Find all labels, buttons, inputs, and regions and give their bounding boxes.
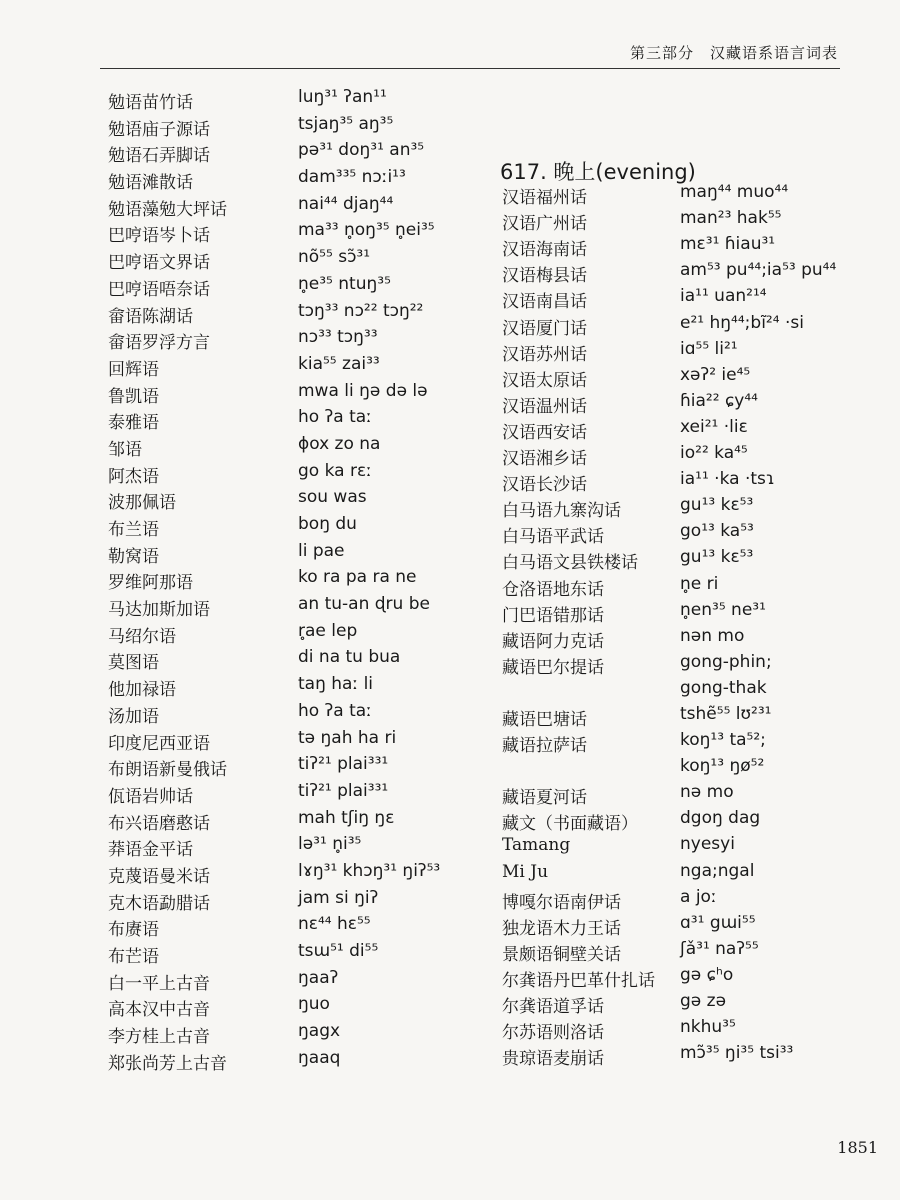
word-form: lɤŋ³¹ khɔŋ³¹ ŋiʔ⁵³ bbox=[298, 860, 441, 881]
word-form: ŋagx bbox=[298, 1021, 341, 1042]
entry-row bbox=[108, 566, 468, 593]
word-form: nõ⁵⁵ sɔ̃³¹ bbox=[298, 247, 371, 268]
word-form: mwa li ŋə də lə bbox=[298, 380, 428, 401]
language-name: 郑张尚芳上古音 bbox=[108, 1053, 227, 1074]
entry-row bbox=[108, 833, 468, 860]
entry-row bbox=[108, 460, 468, 487]
word-form: koŋ¹³ ta⁵²; bbox=[680, 730, 766, 751]
language-name: 藏语巴塘话 bbox=[502, 709, 587, 730]
word-form: n̥e ri bbox=[680, 573, 719, 594]
language-name: 勉语藻勉大坪话 bbox=[108, 199, 227, 220]
entry-row bbox=[500, 860, 860, 886]
entry-row bbox=[500, 364, 860, 390]
entry-row bbox=[500, 1042, 860, 1068]
entry-row bbox=[500, 781, 860, 807]
entry-row bbox=[108, 780, 468, 807]
language-name: 高本汉中古音 bbox=[108, 1000, 210, 1021]
language-name: 白马语九寨沟话 bbox=[502, 501, 621, 522]
entry-row bbox=[108, 993, 468, 1020]
entry-row bbox=[500, 573, 860, 599]
word-form: gu¹³ kɛ⁵³ bbox=[680, 495, 754, 516]
word-form: an tu-an ɖru be bbox=[298, 594, 430, 615]
language-name: 贵琼语麦崩话 bbox=[502, 1049, 604, 1070]
entry-row bbox=[500, 990, 860, 1016]
entry-row bbox=[108, 513, 468, 540]
language-name: 景颇语铜壁关话 bbox=[502, 944, 621, 965]
language-name: 邹语 bbox=[108, 439, 142, 460]
entry-row bbox=[108, 113, 468, 140]
word-form: n̥e³⁵ ntuŋ³⁵ bbox=[298, 273, 391, 294]
entry-row bbox=[500, 703, 860, 729]
entry-row bbox=[108, 166, 468, 193]
language-name: 印度尼西亚语 bbox=[108, 733, 210, 754]
word-form: a joː bbox=[680, 886, 717, 907]
word-form: ʃǎ³¹ naʔ⁵⁵ bbox=[680, 938, 759, 959]
entry-row bbox=[500, 468, 860, 494]
word-form: gu¹³ kɛ⁵³ bbox=[680, 547, 754, 568]
word-form: xei²¹ ·liɛ bbox=[680, 416, 748, 437]
entry-row bbox=[500, 442, 860, 468]
section-title: 617. 晚上(evening) bbox=[500, 160, 696, 184]
right-column bbox=[500, 155, 860, 1068]
word-form: nɔ³³ tɔŋ³³ bbox=[298, 327, 378, 348]
entry-row bbox=[500, 833, 860, 859]
language-name: 布兰语 bbox=[108, 520, 159, 540]
language-name: 汉语福州话 bbox=[502, 188, 587, 209]
entry-row bbox=[500, 886, 860, 912]
word-form: boŋ du bbox=[298, 514, 357, 534]
language-name: 藏文（书面藏语） bbox=[502, 814, 638, 835]
language-name: 布朗语新曼俄话 bbox=[108, 760, 227, 781]
word-form: mɔ̃³⁵ ŋi³⁵ tsi³³ bbox=[680, 1043, 794, 1064]
language-name: 克木语勐腊话 bbox=[108, 893, 210, 914]
word-form: ɸox zo na bbox=[298, 433, 381, 454]
language-name: 汉语西安话 bbox=[502, 422, 587, 443]
entry-row bbox=[500, 912, 860, 938]
language-name: 泰雅语 bbox=[108, 413, 159, 434]
entry-row bbox=[108, 593, 468, 620]
entry-row bbox=[500, 520, 860, 546]
language-name: 他加禄语 bbox=[108, 680, 176, 701]
language-name: Tamang bbox=[502, 835, 571, 856]
language-name: 汉语苏州话 bbox=[502, 344, 587, 365]
word-form: kia⁵⁵ zai³³ bbox=[298, 353, 380, 374]
word-form: jam si ŋiʔ bbox=[298, 887, 379, 908]
word-form: mɛ³¹ ɦiau³¹ bbox=[680, 234, 776, 255]
entry-row bbox=[108, 1020, 468, 1047]
language-name: 汉语梅县话 bbox=[502, 266, 587, 287]
word-form: lə³¹ n̥i³⁵ bbox=[298, 834, 362, 855]
entry-row bbox=[108, 753, 468, 780]
word-form: tɔŋ³³ nɔ²² tɔŋ²² bbox=[298, 300, 424, 321]
word-form: am⁵³ pu⁴⁴;ia⁵³ pu⁴⁴ bbox=[680, 260, 837, 281]
word-form: r̥ae lep bbox=[298, 620, 358, 641]
word-form: e²¹ hŋ⁴⁴;bĩ²⁴ ·si bbox=[680, 312, 804, 333]
language-name: Mi Ju bbox=[502, 861, 549, 882]
word-form: nə mo bbox=[680, 782, 734, 803]
word-form: ho ʔa taː bbox=[298, 700, 372, 721]
language-name: 莫图语 bbox=[108, 653, 159, 674]
word-form: ho ʔa taː bbox=[298, 407, 372, 428]
word-form: ɑ³¹ gɯi⁵⁵ bbox=[680, 912, 756, 933]
entry-row bbox=[500, 155, 860, 181]
entry-row bbox=[108, 967, 468, 994]
language-name: 尔龚语丹巴革什扎话 bbox=[502, 970, 655, 991]
entry-row bbox=[108, 486, 468, 513]
entry-row bbox=[500, 1016, 860, 1042]
word-form: ɦia²² ɕy⁴⁴ bbox=[680, 390, 758, 411]
language-name: 李方桂上古音 bbox=[108, 1027, 210, 1048]
language-name: 汉语温州话 bbox=[502, 396, 587, 417]
language-name: 尔龚语道孚话 bbox=[502, 997, 604, 1017]
entry-row bbox=[108, 406, 468, 433]
word-form: gong-thak bbox=[680, 677, 767, 698]
entry-row bbox=[108, 86, 468, 113]
word-form: tiʔ²¹ plai³³¹ bbox=[298, 754, 389, 775]
language-name: 勉语庙子源话 bbox=[108, 119, 210, 140]
word-form: nɛ⁴⁴ hɛ⁵⁵ bbox=[298, 914, 371, 935]
header-title: 第三部分 汉藏语系语言词表 bbox=[629, 44, 838, 62]
entry-row bbox=[500, 651, 860, 677]
word-form: ia¹¹ uan²¹⁴ bbox=[680, 286, 767, 307]
entry-row bbox=[500, 285, 860, 311]
word-form: dam³³⁵ nɔːi¹³ bbox=[298, 167, 406, 188]
word-form: ŋaaq bbox=[298, 1047, 341, 1068]
entry-row bbox=[500, 729, 860, 755]
language-name: 马绍尔语 bbox=[108, 626, 176, 647]
entry-row bbox=[500, 181, 860, 207]
word-form: nyesyi bbox=[680, 834, 735, 855]
entry-row bbox=[108, 246, 468, 273]
word-form: nga;ngal bbox=[680, 860, 755, 881]
language-name: 汉语长沙话 bbox=[502, 475, 587, 496]
language-name: 白马语文县铁楼话 bbox=[502, 553, 638, 574]
entry-row bbox=[500, 546, 860, 572]
language-name: 门巴语错那话 bbox=[502, 605, 604, 626]
entry-row bbox=[108, 673, 468, 700]
entry-row bbox=[500, 807, 860, 833]
entry-row bbox=[108, 700, 468, 727]
word-form: man²³ hak⁵⁵ bbox=[680, 208, 782, 229]
entry-row bbox=[108, 193, 468, 220]
entry-row bbox=[108, 273, 468, 300]
language-name: 巴哼语岑卜话 bbox=[108, 226, 210, 247]
language-name: 汉语南昌话 bbox=[502, 292, 587, 313]
language-name: 阿杰语 bbox=[108, 466, 159, 487]
entry-row bbox=[500, 964, 860, 990]
language-name: 布赓语 bbox=[108, 920, 159, 941]
entry-row bbox=[108, 326, 468, 353]
language-name: 罗维阿那语 bbox=[108, 573, 193, 594]
entry-row bbox=[108, 913, 468, 940]
word-form: iɑ⁵⁵ li²¹ bbox=[680, 338, 738, 359]
word-form: n̥en³⁵ ne³¹ bbox=[680, 599, 766, 620]
word-form: gə zə bbox=[680, 991, 727, 1011]
entry-row bbox=[108, 139, 468, 166]
entry-row bbox=[500, 494, 860, 520]
word-form: koŋ¹³ ŋø⁵² bbox=[680, 756, 765, 777]
language-name: 汉语厦门话 bbox=[502, 318, 587, 339]
word-form: io²² ka⁴⁵ bbox=[680, 443, 748, 464]
language-name: 白一平上古音 bbox=[108, 973, 210, 994]
word-form: go ka rɛː bbox=[298, 460, 372, 481]
language-name: 布芒语 bbox=[108, 947, 159, 967]
language-name: 佤语岩帅话 bbox=[108, 786, 193, 807]
word-form: gə ɕʰo bbox=[680, 964, 734, 985]
language-name: 汉语海南话 bbox=[502, 240, 587, 261]
word-form: ŋuo bbox=[298, 994, 330, 1015]
word-form: tiʔ²¹ plai³³¹ bbox=[298, 780, 389, 801]
word-form: taŋ haː li bbox=[298, 674, 374, 695]
word-form: ŋaaʔ bbox=[298, 967, 339, 988]
language-name: 巴哼语唔奈话 bbox=[108, 279, 210, 300]
entry-row bbox=[500, 312, 860, 338]
language-name: 畲语罗浮方言 bbox=[108, 333, 210, 354]
word-form: nən mo bbox=[680, 625, 745, 646]
entry-row bbox=[108, 353, 468, 380]
entry-row bbox=[108, 540, 468, 567]
entry-row bbox=[108, 1047, 468, 1074]
entry-row bbox=[108, 940, 468, 967]
language-name: 勉语苗竹话 bbox=[108, 93, 193, 113]
entry-row bbox=[108, 646, 468, 673]
language-name: 尔苏语则洛话 bbox=[502, 1023, 604, 1044]
entry-row bbox=[500, 938, 860, 964]
language-name: 汉语太原话 bbox=[502, 370, 587, 391]
entry-row bbox=[500, 338, 860, 364]
language-name: 克蔑语曼米话 bbox=[108, 866, 210, 887]
word-form: maŋ⁴⁴ muo⁴⁴ bbox=[680, 182, 789, 203]
language-name: 畲语陈湖话 bbox=[108, 306, 193, 327]
word-form: nai⁴⁴ djaŋ⁴⁴ bbox=[298, 193, 394, 214]
language-name: 勉语石弄脚话 bbox=[108, 146, 210, 167]
word-form: gong-phin; bbox=[680, 651, 772, 672]
language-name: 波那佩语 bbox=[108, 493, 176, 514]
language-name: 独龙语木力王话 bbox=[502, 918, 621, 939]
entry-row bbox=[108, 300, 468, 327]
entry-row bbox=[500, 677, 860, 703]
language-name: 巴哼语文界话 bbox=[108, 253, 210, 274]
word-form: tsjaŋ³⁵ aŋ³⁵ bbox=[298, 113, 394, 134]
language-name: 汉语广州话 bbox=[502, 214, 587, 235]
word-form: ia¹¹ ·ka ·tsɿ bbox=[680, 469, 775, 490]
page-number: 1851 bbox=[837, 1138, 878, 1157]
entry-row bbox=[108, 727, 468, 754]
entry-row bbox=[500, 599, 860, 625]
language-name: 回辉语 bbox=[108, 359, 159, 380]
entry-row bbox=[500, 259, 860, 285]
word-form: ko ra pa ra ne bbox=[298, 567, 417, 588]
word-form: dgoŋ dag bbox=[680, 808, 761, 829]
entry-row bbox=[108, 620, 468, 647]
entry-row bbox=[108, 219, 468, 246]
language-name: 白马语平武话 bbox=[502, 527, 604, 548]
language-name: 藏语夏河话 bbox=[502, 788, 587, 809]
word-form: xəʔ² ie⁴⁵ bbox=[680, 364, 751, 385]
word-form: luŋ³¹ ʔan¹¹ bbox=[298, 87, 387, 107]
word-form: nkhu³⁵ bbox=[680, 1017, 736, 1038]
entry-row bbox=[500, 416, 860, 442]
entry-row bbox=[500, 207, 860, 233]
page-header bbox=[100, 40, 840, 69]
language-name: 仓洛语地东话 bbox=[502, 579, 604, 600]
language-name: 藏语阿力克话 bbox=[502, 631, 604, 652]
entry-row bbox=[108, 887, 468, 914]
word-form: ma³³ n̥oŋ³⁵ n̥ei³⁵ bbox=[298, 220, 435, 241]
entry-row bbox=[108, 860, 468, 887]
language-name: 马达加斯加语 bbox=[108, 600, 210, 621]
language-name: 藏语拉萨话 bbox=[502, 736, 587, 757]
word-form: di na tu bua bbox=[298, 647, 401, 668]
word-form: tshẽ⁵⁵ lʊ²³¹ bbox=[680, 703, 772, 724]
word-form: go¹³ ka⁵³ bbox=[680, 521, 754, 542]
language-name: 勉语滩散话 bbox=[108, 173, 193, 194]
entry-row bbox=[108, 433, 468, 460]
entry-row bbox=[108, 807, 468, 834]
word-form: tsɯ⁵¹ di⁵⁵ bbox=[298, 941, 379, 961]
language-name: 莽语金平话 bbox=[108, 840, 193, 861]
word-form: tə ŋah ha ri bbox=[298, 727, 397, 748]
entry-row bbox=[500, 390, 860, 416]
entry-row bbox=[500, 625, 860, 651]
language-name: 汉语湘乡话 bbox=[502, 449, 587, 470]
word-form: mah tʃiŋ ŋɛ bbox=[298, 807, 395, 828]
word-form: pə³¹ doŋ³¹ an³⁵ bbox=[298, 140, 425, 161]
word-form: sou was bbox=[298, 487, 367, 508]
left-column bbox=[108, 86, 468, 1073]
entry-row bbox=[108, 380, 468, 407]
entry-row bbox=[500, 233, 860, 259]
word-form: li pae bbox=[298, 540, 345, 561]
language-name: 藏语巴尔提话 bbox=[502, 657, 604, 678]
language-name: 博嘎尔语南伊话 bbox=[502, 892, 621, 913]
entry-row bbox=[500, 755, 860, 781]
language-name: 鲁凯语 bbox=[108, 386, 159, 407]
language-name: 勒窝语 bbox=[108, 546, 159, 567]
language-name: 汤加语 bbox=[108, 706, 159, 727]
language-name: 布兴语磨憨话 bbox=[108, 813, 210, 834]
